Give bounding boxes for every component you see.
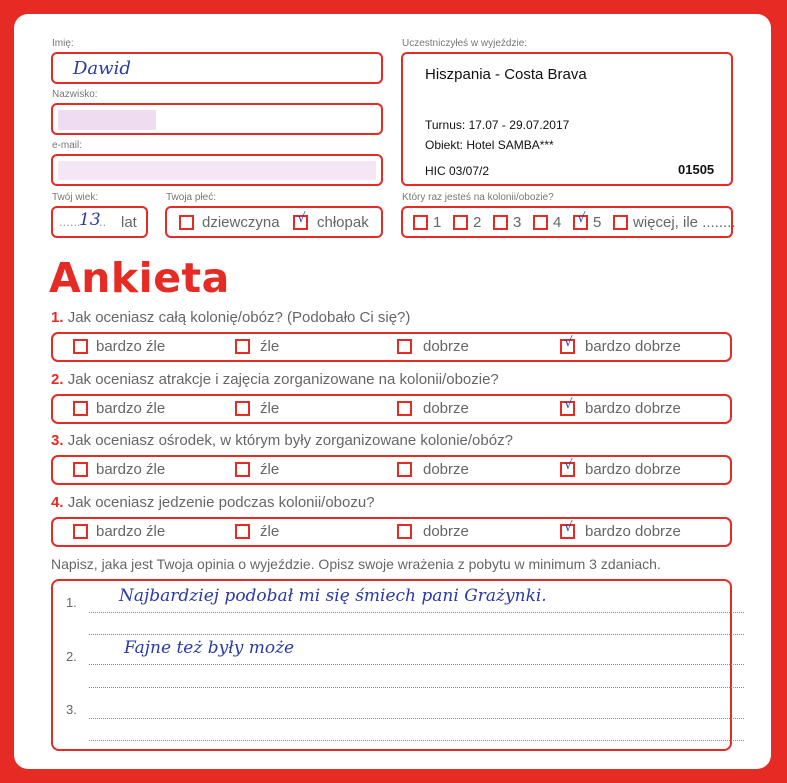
question-1-text: Jak oceniasz całą kolonię/obóz? (Podobało Ci się?) xyxy=(67,309,411,326)
question-2-number: 2. xyxy=(51,371,64,388)
times-option-4: 4 xyxy=(553,214,562,231)
q2-option-bardzo-dobrze: bardzo dobrze xyxy=(585,400,681,417)
question-3-text: Jak oceniasz ośrodek, w którym były zorganizowane kolonie/obóz? xyxy=(67,432,513,449)
email-field[interactable] xyxy=(51,154,383,186)
email-label: e-mail: xyxy=(52,140,83,151)
q3-option-zle: źle xyxy=(260,461,280,478)
q2-option-dobrze: dobrze xyxy=(423,400,469,417)
check-mark-icon: √ xyxy=(564,520,573,535)
check-mark-icon: √ xyxy=(564,335,573,350)
times-field xyxy=(401,206,736,238)
trip-label: Uczestniczyłeś w wyjeździe: xyxy=(402,38,528,49)
opinion-line-1b xyxy=(89,634,744,635)
opinion-text-2: Fajne też były może xyxy=(124,638,295,658)
answer-row-4 xyxy=(51,517,732,547)
checkbox-times-4[interactable] xyxy=(533,215,548,230)
age-field[interactable] xyxy=(51,206,148,238)
redacted-surname xyxy=(58,110,156,130)
question-1-number: 1. xyxy=(51,309,64,326)
q1-option-bardzo-dobrze: bardzo dobrze xyxy=(585,338,681,355)
question-1 xyxy=(51,309,410,326)
checkbox-times-more[interactable] xyxy=(613,215,628,230)
checkbox-chlopak[interactable] xyxy=(293,211,308,230)
q3-option-dobrze: dobrze xyxy=(423,461,469,478)
q4-option-zle: źle xyxy=(260,523,280,540)
checkbox-q1-bardzo-dobrze[interactable] xyxy=(560,335,575,354)
age-value: 13 xyxy=(79,210,101,230)
gender-label: Twoja płeć: xyxy=(166,192,217,203)
surname-label: Nazwisko: xyxy=(52,89,98,100)
checkbox-q2-bardzo-dobrze[interactable] xyxy=(560,397,575,416)
answer-row-2 xyxy=(51,394,732,424)
q2-option-zle: źle xyxy=(260,400,280,417)
answer-row-3 xyxy=(51,455,732,485)
q4-option-bardzo-zle: bardzo źle xyxy=(96,523,166,540)
checkbox-q3-dobrze[interactable] xyxy=(397,462,412,477)
opinion-line-number-3: 3. xyxy=(66,702,77,717)
check-mark-icon: √ xyxy=(297,211,306,226)
q1-option-zle: źle xyxy=(260,338,280,355)
opinion-line-3 xyxy=(89,718,744,719)
question-2-text: Jak oceniasz atrakcje i zajęcia zorganizowane na kolonii/obozie? xyxy=(67,371,499,388)
question-4-number: 4. xyxy=(51,494,64,511)
checkbox-q4-zle[interactable] xyxy=(235,524,250,539)
opinion-line-2b xyxy=(89,687,744,688)
name-value: Dawid xyxy=(73,58,131,79)
gender-field xyxy=(165,206,383,238)
gender-option-chlopak: chłopak xyxy=(317,214,369,231)
checkbox-q2-dobrze[interactable] xyxy=(397,401,412,416)
opinion-line-3b xyxy=(89,740,744,741)
checkbox-q2-zle[interactable] xyxy=(235,401,250,416)
opinion-line-number-1: 1. xyxy=(66,595,77,610)
checkbox-q3-bardzo-zle[interactable] xyxy=(73,462,88,477)
checkbox-times-1[interactable] xyxy=(413,215,428,230)
q3-option-bardzo-zle: bardzo źle xyxy=(96,461,166,478)
trip-turnus: Turnus: 17.07 - 29.07.2017 xyxy=(425,118,570,132)
redacted-email xyxy=(58,161,376,180)
checkbox-q1-dobrze[interactable] xyxy=(397,339,412,354)
trip-obiekt: Obiekt: Hotel SAMBA*** xyxy=(425,138,554,152)
checkbox-q1-zle[interactable] xyxy=(235,339,250,354)
q1-option-bardzo-zle: bardzo źle xyxy=(96,338,166,355)
checkbox-times-2[interactable] xyxy=(453,215,468,230)
age-dots-left: ...... xyxy=(59,214,81,229)
checkbox-q3-bardzo-dobrze[interactable] xyxy=(560,458,575,477)
opinion-line-1 xyxy=(89,612,744,613)
opinion-text-1: Najbardziej podobał mi się śmiech pani Grażynki. xyxy=(119,586,547,606)
question-4-text: Jak oceniasz jedzenie podczas kolonii/obozu? xyxy=(67,494,375,511)
times-option-3: 3 xyxy=(513,214,522,231)
trip-code: HIC 03/07/2 xyxy=(425,164,490,178)
check-mark-icon: √ xyxy=(577,211,586,226)
checkbox-q4-bardzo-dobrze[interactable] xyxy=(560,520,575,539)
times-option-2: 2 xyxy=(473,214,482,231)
name-field[interactable] xyxy=(51,52,383,84)
times-option-1: 1 xyxy=(433,214,442,231)
trip-destination: Hiszpania - Costa Brava xyxy=(425,66,587,83)
checkbox-q3-zle[interactable] xyxy=(235,462,250,477)
checkbox-q4-bardzo-zle[interactable] xyxy=(73,524,88,539)
question-4 xyxy=(51,494,375,511)
answer-row-1 xyxy=(51,332,732,362)
checkbox-q2-bardzo-zle[interactable] xyxy=(73,401,88,416)
q4-option-bardzo-dobrze: bardzo dobrze xyxy=(585,523,681,540)
question-3-number: 3. xyxy=(51,432,64,449)
age-dots-right: .. xyxy=(99,214,107,229)
opinion-line-number-2: 2. xyxy=(66,649,77,664)
survey-sheet xyxy=(14,14,771,769)
name-label: Imię: xyxy=(52,38,74,49)
surname-field[interactable] xyxy=(51,103,383,135)
age-label: Twój wiek: xyxy=(52,192,99,203)
times-option-5: 5 xyxy=(593,214,602,231)
checkbox-dziewczyna[interactable] xyxy=(179,215,194,230)
q3-option-bardzo-dobrze: bardzo dobrze xyxy=(585,461,681,478)
checkbox-times-3[interactable] xyxy=(493,215,508,230)
gender-option-dziewczyna: dziewczyna xyxy=(202,214,280,231)
checkbox-q4-dobrze[interactable] xyxy=(397,524,412,539)
check-mark-icon: √ xyxy=(564,458,573,473)
times-option-more: więcej, ile ........ xyxy=(633,214,736,231)
checkbox-q1-bardzo-zle[interactable] xyxy=(73,339,88,354)
q4-option-dobrze: dobrze xyxy=(423,523,469,540)
question-2 xyxy=(51,371,499,388)
trip-box xyxy=(401,52,733,186)
age-unit: lat xyxy=(121,214,137,231)
q2-option-bardzo-zle: bardzo źle xyxy=(96,400,166,417)
q1-option-dobrze: dobrze xyxy=(423,338,469,355)
opinion-line-2 xyxy=(89,664,744,665)
survey-title: Ankieta xyxy=(49,254,230,302)
check-mark-icon: √ xyxy=(564,397,573,412)
question-3 xyxy=(51,432,513,449)
trip-number: 01505 xyxy=(678,162,715,177)
checkbox-times-5[interactable] xyxy=(573,211,588,230)
opinion-prompt: Napisz, jaka jest Twoja opinia o wyjeździe. Opisz swoje wrażenia z pobytu w minimum 3 zdaniach. xyxy=(51,556,661,572)
times-label: Który raz jesteś na kolonii/obozie? xyxy=(402,192,554,203)
